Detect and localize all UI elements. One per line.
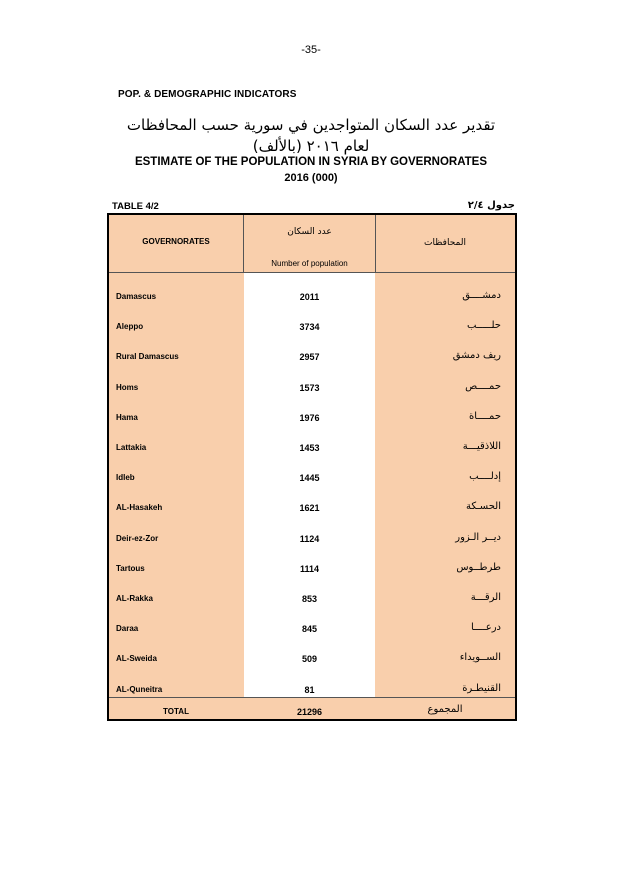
population-value: 1573 bbox=[299, 382, 320, 393]
table-label-arabic: جدول ٢/٤ bbox=[467, 200, 515, 211]
population-value: 1124 bbox=[299, 533, 320, 544]
total-label: TOTAL bbox=[163, 707, 189, 716]
governorate-name-arabic: القنيطـرة bbox=[462, 682, 501, 694]
governorate-name-arabic: حلـــــب bbox=[467, 320, 501, 332]
governorate-name: Tartous bbox=[116, 563, 145, 573]
title-english-line1: ESTIMATE OF THE POPULATION IN SYRIA BY GOVERNORATES bbox=[134, 156, 488, 168]
population-value: 81 bbox=[304, 684, 315, 695]
table-row bbox=[109, 621, 515, 641]
table-row bbox=[109, 531, 515, 551]
governorate-name-arabic: طرطــوس bbox=[456, 561, 501, 573]
governorate-name-arabic: حمــــاة bbox=[469, 410, 501, 422]
governorate-name-arabic: الســويداء bbox=[459, 652, 501, 664]
table-row bbox=[109, 380, 515, 400]
table-row bbox=[109, 470, 515, 490]
governorate-name-arabic: حمــــص bbox=[465, 380, 501, 392]
governorate-name: AL-Rakka bbox=[116, 594, 153, 603]
section-header: POP. & DEMOGRAPHIC INDICATORS bbox=[118, 89, 297, 100]
title-english-line2: 2016 (000) bbox=[284, 172, 338, 184]
table-row bbox=[109, 651, 515, 671]
governorate-name: AL-Quneitra bbox=[116, 684, 163, 694]
population-value: 3734 bbox=[299, 322, 320, 333]
governorate-name-arabic: ديــر الـزور bbox=[455, 531, 501, 543]
governorate-name-arabic: دمشــــق bbox=[462, 290, 501, 301]
governorate-name-arabic: الرقـــة bbox=[470, 592, 501, 603]
governorate-name: AL-Sweida bbox=[116, 654, 157, 664]
population-value: 509 bbox=[301, 654, 318, 665]
population-value: 1114 bbox=[299, 563, 320, 574]
governorate-name: AL-Hasakeh bbox=[116, 503, 163, 513]
header-governorates: GOVERNORATES bbox=[142, 237, 210, 246]
governorate-name: Damascus bbox=[116, 292, 157, 301]
table-row bbox=[109, 440, 515, 460]
governorate-name: Homs bbox=[116, 382, 139, 392]
table-row bbox=[109, 410, 515, 430]
population-value: 1453 bbox=[299, 443, 320, 453]
header-governorates-arabic: المحافظات bbox=[424, 238, 466, 248]
table-label: TABLE 4/2 bbox=[112, 201, 159, 212]
governorate-name: Idleb bbox=[116, 473, 135, 483]
population-value: 1976 bbox=[299, 412, 320, 423]
governorate-name: Deir-ez-Zor bbox=[116, 533, 159, 543]
table-row bbox=[109, 319, 515, 339]
governorate-name-arabic: ريف دمشق bbox=[452, 350, 501, 362]
governorate-name: Hama bbox=[116, 412, 138, 422]
governorate-name: Rural Damascus bbox=[116, 352, 179, 362]
population-table bbox=[107, 213, 517, 721]
governorate-name-arabic: إدلــــب bbox=[469, 471, 501, 483]
page-number: -35- bbox=[301, 44, 321, 56]
governorate-name: Daraa bbox=[116, 624, 139, 634]
population-value: 2011 bbox=[299, 292, 320, 302]
governorate-name: Lattakia bbox=[116, 443, 147, 452]
total-value: 21296 bbox=[296, 707, 323, 717]
governorate-name-arabic: الحسـكة bbox=[465, 501, 501, 513]
population-value: 845 bbox=[301, 624, 318, 635]
population-value: 853 bbox=[301, 594, 318, 604]
governorate-name: Aleppo bbox=[116, 322, 144, 332]
population-value: 1621 bbox=[299, 503, 320, 514]
table-row bbox=[109, 561, 515, 581]
governorate-name-arabic: اللاذقيـــة bbox=[462, 441, 501, 452]
header-divider bbox=[109, 272, 515, 273]
table-row bbox=[109, 500, 515, 520]
table-row bbox=[109, 349, 515, 369]
population-value: 2957 bbox=[299, 352, 320, 363]
table-row bbox=[109, 682, 515, 702]
title-arabic-line1: تقدير عدد السكان المتواجدين في سورية حسب المحافظات bbox=[126, 116, 496, 134]
title-arabic-line2: لعام ٢٠١٦ (بالألف) bbox=[252, 137, 370, 155]
table-row bbox=[109, 289, 515, 309]
total-label-arabic: المجموع bbox=[427, 704, 463, 715]
governorate-name-arabic: درعــــا bbox=[470, 622, 501, 634]
table-row bbox=[109, 591, 515, 611]
population-value: 1445 bbox=[299, 473, 320, 484]
header-population-arabic: عدد السكان bbox=[287, 227, 332, 237]
header-population: Number of population bbox=[271, 259, 348, 268]
